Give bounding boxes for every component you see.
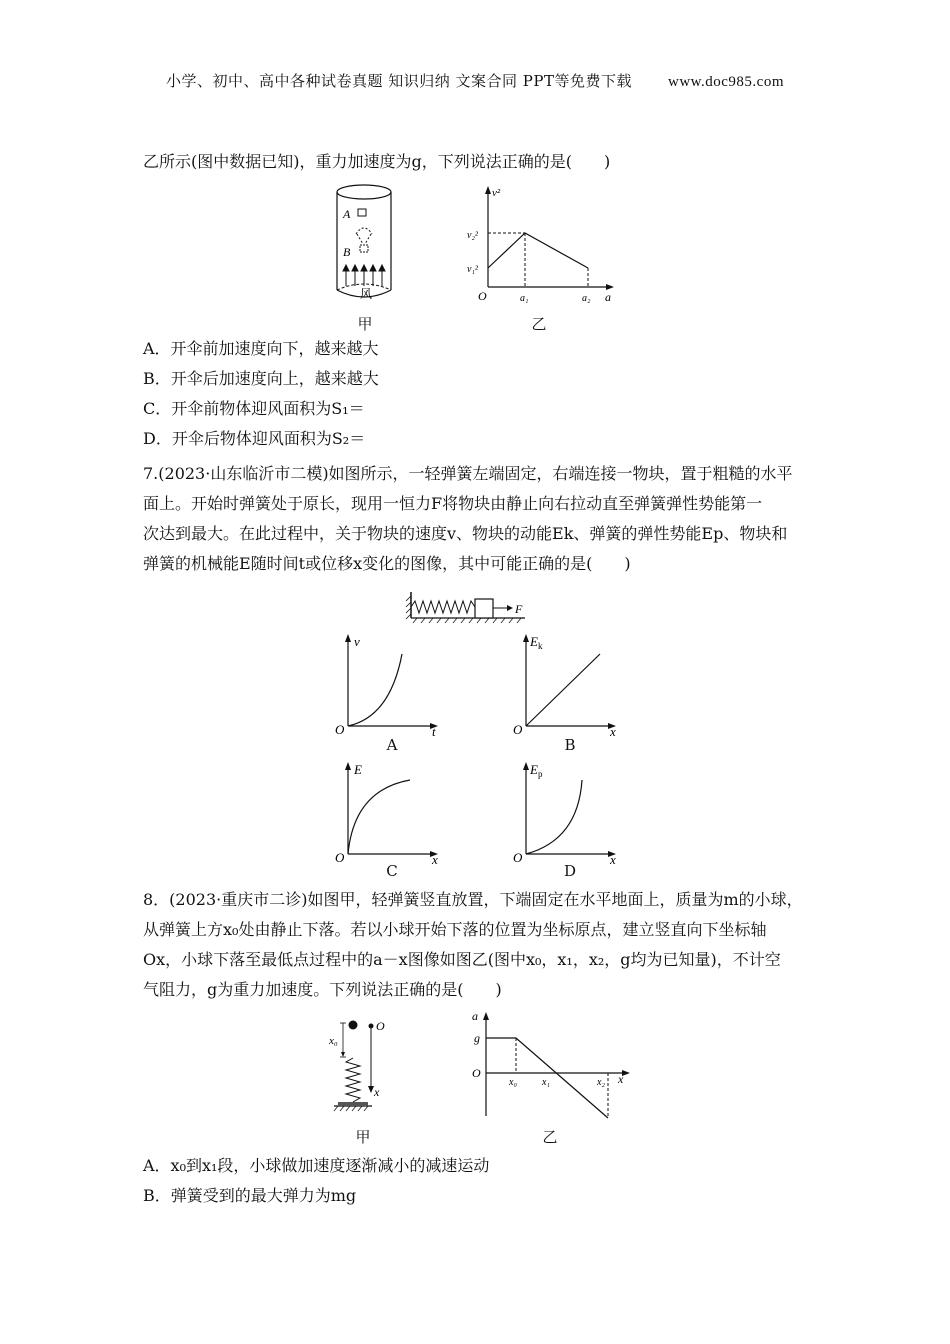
wind-arrows — [343, 265, 385, 286]
q6-option-c: C．开伞前物体迎风面积为S₁＝ — [143, 399, 365, 418]
q7-graph-b — [508, 632, 618, 737]
q8-line-3: Ox，小球下落至最低点过程中的a－x图像如图乙(图中x₀，x₁，x₂，g均为已知量)，不计空 — [143, 950, 781, 969]
svg-text:x: x — [610, 724, 616, 739]
svg-text:x: x — [432, 852, 438, 867]
q7-graph-b-caption: B — [564, 736, 576, 754]
q7-graph-c — [330, 760, 440, 865]
tick-a1: a₁ — [520, 293, 529, 304]
svg-text:Ek: $E_k$ — [530, 634, 543, 651]
origin: O — [472, 1066, 481, 1080]
q8-option-b: B．弹簧受到的最大弹力为mg — [143, 1186, 357, 1205]
x0-label: x₀ — [329, 1035, 338, 1047]
header-text: 小学、初中、高中各种试卷真题 知识归纳 文案合同 PPT等免费下载 — [165, 72, 632, 90]
ylabel: a — [472, 1009, 478, 1023]
q8-jia-caption: 甲 — [355, 1128, 371, 1146]
wind-label: 风 — [360, 287, 373, 301]
curve-d — [526, 780, 582, 854]
tick-a2: a₂ — [582, 293, 591, 304]
origin-label: O — [376, 1019, 385, 1033]
header-site[interactable]: www.doc985.com — [667, 74, 784, 90]
svg-text:t: t — [432, 724, 436, 739]
origin-dot — [369, 1024, 374, 1029]
object-b — [360, 245, 368, 252]
q6-option-a: A．开伞前加速度向下，越来越大 — [143, 339, 379, 358]
q7-line-2: 面上。开始时弹簧处于原长，现用一恒力F将物块由静止向右拉动直至弹簧弹性势能第一 — [143, 494, 763, 513]
x0-tick: x₀ — [509, 1077, 517, 1088]
label-b: B — [343, 245, 351, 259]
svg-text:O: O — [513, 850, 523, 865]
block — [475, 599, 493, 618]
q8-line-1: 8．(2023·重庆市二诊)如图甲，轻弹簧竖直放置，下端固定在水平地面上，质量为m的小球， — [143, 890, 803, 909]
q7-spring-figure — [405, 590, 545, 625]
q7-line-4: 弹簧的机械能E随时间t或位移x变化的图像，其中可能正确的是( ) — [143, 554, 631, 573]
tick-v1: v₁² — [467, 264, 478, 275]
spring — [411, 601, 475, 613]
curve — [488, 233, 588, 268]
q8-line-2: 从弹簧上方x₀处由静止下落。若以小球开始下落的位置为坐标原点，建立竖直向下坐标轴 — [143, 920, 767, 939]
xlabel: x — [618, 1072, 624, 1086]
q8-line-4: 气阻力，g为重力加速度。下列说法正确的是( ) — [143, 980, 502, 999]
curve-b — [526, 654, 600, 726]
object-a — [358, 209, 366, 216]
svg-text:O: O — [335, 722, 345, 737]
svg-text:O: O — [513, 722, 523, 737]
q6-option-b: B．开伞后加速度向上，越来越大 — [143, 369, 379, 388]
q6-intro: 乙所示(图中数据已知)，重力加速度为g，下列说法正确的是( ) — [143, 152, 611, 171]
q7-graph-a-caption: A — [386, 736, 398, 754]
x1-tick: x₁ — [542, 1077, 550, 1088]
q8-option-a: A．x₀到x₁段，小球做加速度逐渐减小的减速运动 — [143, 1156, 490, 1175]
ball — [349, 1021, 358, 1030]
q6-yi-caption: 乙 — [531, 315, 547, 333]
q7-graph-d — [508, 760, 618, 865]
svg-text:E: E — [354, 762, 362, 777]
q7-graph-a — [330, 632, 440, 737]
label-a: A — [343, 207, 351, 221]
parachute — [356, 228, 372, 234]
g-label: g — [474, 1031, 480, 1045]
svg-text:x: x — [610, 852, 616, 867]
svg-text:O: O — [335, 850, 345, 865]
cylinder-top — [337, 185, 391, 199]
force-label: F — [515, 602, 523, 616]
page-header — [0, 70, 950, 91]
svg-text:v: v — [354, 634, 360, 649]
q8-yi-caption: 乙 — [542, 1128, 558, 1146]
q7-graph-d-caption: D — [563, 862, 577, 880]
q6-option-d: D．开伞后物体迎风面积为S₂＝ — [143, 429, 366, 448]
origin: O — [478, 289, 487, 303]
q6-jia-caption: 甲 — [357, 315, 373, 333]
curve-a — [348, 654, 402, 726]
curve-c — [348, 780, 410, 854]
q8-figure-yi — [466, 1008, 636, 1123]
q6-figure-yi — [460, 182, 620, 302]
q7-line-3: 次达到最大。在此过程中，关于物块的速度v、物块的动能Ek、弹簧的弹性势能Ep、物块和 — [143, 524, 788, 543]
q8-figure-jia — [318, 1018, 408, 1118]
spring — [346, 1058, 360, 1102]
svg-text:Ep: $E_p$ — [530, 762, 543, 779]
q7-graph-c-caption: C — [386, 862, 398, 880]
x-label: x — [374, 1085, 380, 1099]
ylabel: v² — [492, 187, 501, 199]
x2-tick: x₂ — [597, 1077, 605, 1088]
xlabel: a — [605, 290, 611, 304]
q6-figure-jia — [330, 182, 400, 302]
q7-line-1: 7.(2023·山东临沂市二模)如图所示，一轻弹簧左端固定，右端连接一物块，置于粗糙的水平 — [143, 464, 793, 483]
tick-v2: v₂² — [467, 230, 478, 241]
